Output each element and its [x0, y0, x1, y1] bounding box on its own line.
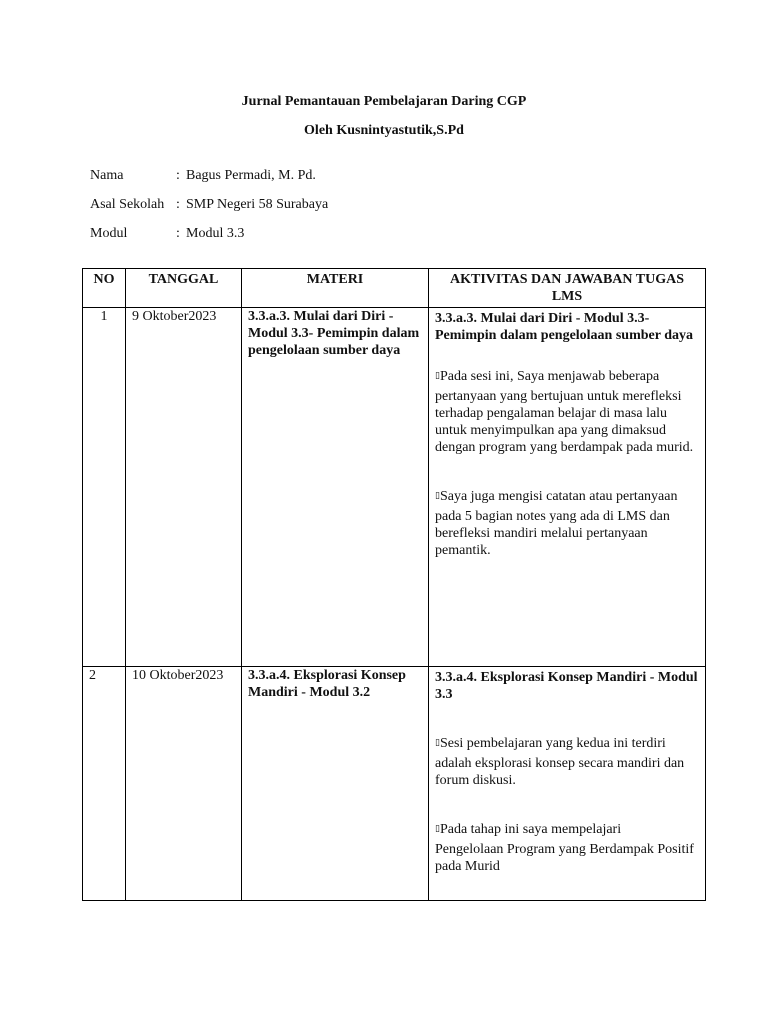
- info-row-sekolah: [90, 197, 328, 213]
- info-separator: :: [176, 168, 180, 183]
- info-label-sekolah: Asal Sekolah: [90, 197, 165, 212]
- paragraph-first-line: Saya juga mengisi catatan atau pertanyaan: [439, 489, 678, 504]
- header-no: NO: [83, 269, 126, 308]
- info-separator: :: [176, 197, 180, 212]
- bullet-glyph-icon: ▯: [435, 738, 440, 748]
- header-aktivitas: AKTIVITAS DAN JAWABAN TUGAS LMS: [429, 269, 706, 308]
- paragraph-first-line: Sesi pembelajaran yang kedua ini terdiri: [439, 736, 666, 751]
- row-date: 10 Oktober2023: [126, 667, 242, 901]
- row-materi: 3.3.a.3. Mulai dari Diri - Modul 3.3- Pemimpin dalam pengelolaan sumber daya: [242, 308, 429, 667]
- row-aktivitas: [429, 667, 706, 901]
- table-header-row: [83, 269, 706, 308]
- aktivitas-title: 3.3.a.3. Mulai dari Diri - Modul 3.3- Pemimpin dalam pengelolaan sumber daya: [435, 311, 693, 343]
- row-number: 2: [83, 667, 126, 901]
- aktivitas-title: 3.3.a.4. Eksplorasi Konsep Mandiri - Modul 3.3: [435, 670, 698, 702]
- table-row: [83, 667, 706, 901]
- aktivitas-paragraph: [435, 368, 699, 456]
- info-value-nama: Bagus Permadi, M. Pd.: [186, 168, 316, 183]
- info-label-nama: Nama: [90, 168, 124, 183]
- row-date: 9 Oktober2023: [126, 308, 242, 667]
- header-materi: MATERI: [242, 269, 429, 308]
- info-value-sekolah: SMP Negeri 58 Surabaya: [186, 197, 329, 212]
- info-label-modul: Modul: [90, 226, 128, 241]
- paragraph-body: Pengelolaan Program yang Berdampak Positif pada Murid: [435, 842, 694, 874]
- paragraph-body: pertanyaan yang bertujuan untuk merefleksi terhadap pengalaman belajar di masa lalu untuk menyimpulkan apa yang dimaksud dengan program yang berdampak pada murid.: [435, 389, 694, 455]
- info-row-modul: [90, 226, 244, 242]
- bullet-glyph-icon: ▯: [435, 371, 440, 381]
- info-value-modul: Modul 3.3: [186, 226, 245, 241]
- row-materi: 3.3.a.4. Eksplorasi Konsep Mandiri - Modul 3.2: [242, 667, 429, 901]
- paragraph-body: adalah eksplorasi konsep secara mandiri dan forum diskusi.: [435, 756, 685, 788]
- aktivitas-paragraph: [435, 488, 699, 559]
- info-separator: :: [176, 226, 180, 241]
- info-row-nama: [90, 168, 316, 184]
- aktivitas-paragraph: [435, 735, 699, 789]
- row-aktivitas: [429, 308, 706, 667]
- journal-table: [82, 268, 706, 901]
- bullet-glyph-icon: ▯: [435, 824, 440, 834]
- document-title: Jurnal Pemantauan Pembelajaran Daring CGP: [241, 94, 527, 109]
- paragraph-body: pada 5 bagian notes yang ada di LMS dan berefleksi mandiri melalui pertanyaan pemantik.: [435, 509, 670, 558]
- header-tanggal: TANGGAL: [126, 269, 242, 308]
- bullet-glyph-icon: ▯: [435, 491, 440, 501]
- paragraph-first-line: Pada tahap ini saya mempelajari: [439, 822, 622, 837]
- row-number: 1: [83, 308, 126, 667]
- paragraph-first-line: Pada sesi ini, Saya menjawab beberapa: [439, 369, 660, 384]
- aktivitas-paragraph: [435, 821, 699, 875]
- table-row: [83, 308, 706, 667]
- document-author: Oleh Kusnintyastutik,S.Pd: [304, 123, 464, 138]
